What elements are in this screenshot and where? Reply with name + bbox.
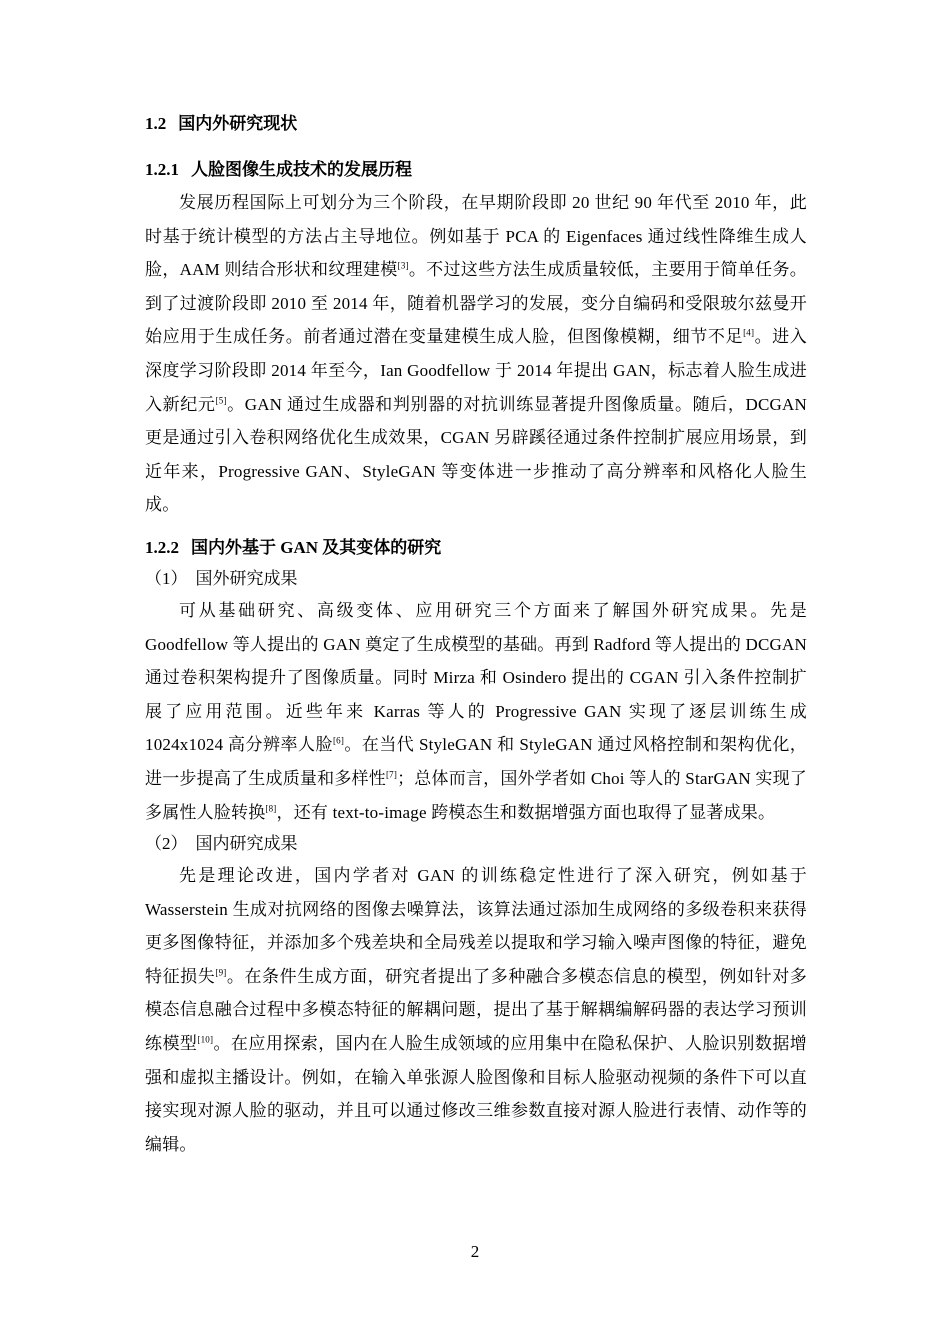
sub-heading-label: （2） bbox=[145, 834, 188, 854]
sub-heading-domestic bbox=[145, 829, 807, 859]
subsection-heading-1-2-1 bbox=[145, 158, 807, 182]
text-run: 发展历程国际上可划分为三个阶段，在早期阶段即 20 世纪 90 年代至 2010 年，此时基于统计模型的方法占主导地位。例如基于 PCA 的 Eigenfaces 通过线性降维生成人脸，AAM 则结合形状和纹理建模 bbox=[145, 193, 807, 280]
text-run: 。不过这些方法生成质量较低，主要用于简单任务。到了过渡阶段即 2010 至 2014 年，随着机器学习的发展，变分自编码和受限玻尔兹曼开始应用于生成任务。前者通过潜在变量建模生成人脸，但图像模糊，细节不足 bbox=[145, 260, 807, 347]
citation-5: [5] bbox=[215, 394, 227, 405]
citation-10: [10] bbox=[197, 1034, 214, 1045]
citation-8: [8] bbox=[265, 802, 277, 813]
text-run: 。在条件生成方面，研究者提出了多种融合多模态信息的模型，例如针对多模态信息融合过程中多模态特征的解耦问题，提出了基于解耦编解码器的表达学习预训练模型 bbox=[145, 966, 807, 1054]
citation-6: [6] bbox=[332, 735, 345, 746]
subsection-heading-1-2-2 bbox=[145, 536, 807, 560]
citation-4: [4] bbox=[743, 327, 755, 338]
paragraph-foreign-research bbox=[145, 594, 807, 829]
sub-heading-foreign bbox=[145, 564, 807, 594]
section-heading bbox=[145, 112, 807, 136]
text-run: ，还有 text-to-image 跨模态生和数据增强方面也取得了显著成果。 bbox=[276, 802, 776, 822]
section-number: 1.2 bbox=[145, 114, 167, 133]
section-title: 国内外研究现状 bbox=[178, 114, 298, 133]
text-run: 先是理论改进，国内学者对 GAN 的训练稳定性进行了深入研究，例如基于 Wasserstein 生成对抗网络的图像去噪算法，该算法通过添加生成网络的多级卷积来获得更多图像特征，并添加多个残差块和全局残差以提取和学习输入噪声图像的特征，避免特征损失 bbox=[145, 866, 807, 986]
subsection-number: 1.2.1 bbox=[145, 160, 179, 179]
text-run: 。在当代 StyleGAN 和 StyleGAN 通过风格控制和架构优化，进一步提高了生成质量和多样性 bbox=[145, 735, 808, 788]
page-number: 2 bbox=[470, 1242, 480, 1261]
text-run: 。GAN 通过生成器和判别器的对抗训练显著提升图像质量。随后，DCGAN 更是通过引入卷积网络优化生成效果，CGAN 另辟蹊径通过条件控制扩展应用场景，到近年来，Progressive GAN、StyleGAN 等变体进一步推动了高分辨率和风格化人脸生成。 bbox=[145, 394, 807, 515]
sub-heading-label: （1） bbox=[145, 568, 188, 588]
sub-heading-title: 国内研究成果 bbox=[195, 834, 298, 854]
subsection-number: 1.2.2 bbox=[145, 537, 179, 557]
text-run: 可从基础研究、高级变体、应用研究三个方面来了解国外研究成果。先是 Goodfellow 等人提出的 GAN 奠定了生成模型的基础。再到 Radford 等人提出的 DCGAN 通过卷积架构提升了图像质量。同时 Mirza 和 Osindero 提出的 CGAN 引入条件控制扩展了应用范围。近些年来 Karras 等人的 Progressive GAN 实现了逐层训练生成 1024x1024 高分辨率人脸 bbox=[145, 600, 807, 755]
page-content bbox=[145, 112, 807, 1161]
sub-heading-title: 国外研究成果 bbox=[195, 568, 298, 588]
text-run: ；总体而言，国外学者如 Choi 等人的 StarGAN 实现了多属性人脸转换 bbox=[145, 768, 807, 822]
citation-7: [7] bbox=[385, 769, 398, 780]
paragraph-domestic-research bbox=[145, 859, 807, 1161]
text-run: 。进入深度学习阶段即 2014 年至今，Ian Goodfellow 于 2014 年提出 GAN，标志着人脸生成进入新纪元 bbox=[145, 327, 807, 414]
subsection-title: 人脸图像生成技术的发展历程 bbox=[191, 160, 412, 179]
citation-3: [3] bbox=[397, 260, 409, 271]
subsection-title: 国内外基于 GAN 及其变体的研究 bbox=[191, 537, 442, 557]
paragraph-history bbox=[145, 186, 807, 522]
citation-9: [9] bbox=[215, 967, 227, 978]
text-run: 。在应用探索，国内在人脸生成领域的应用集中在隐私保护、人脸识别数据增强和虚拟主播设计。例如，在输入单张源人脸图像和目标人脸驱动视频的条件下可以直接实现对源人脸的驱动，并且可以通过修改三维参数直接对源人脸进行表情、动作等的编辑。 bbox=[145, 1034, 807, 1154]
